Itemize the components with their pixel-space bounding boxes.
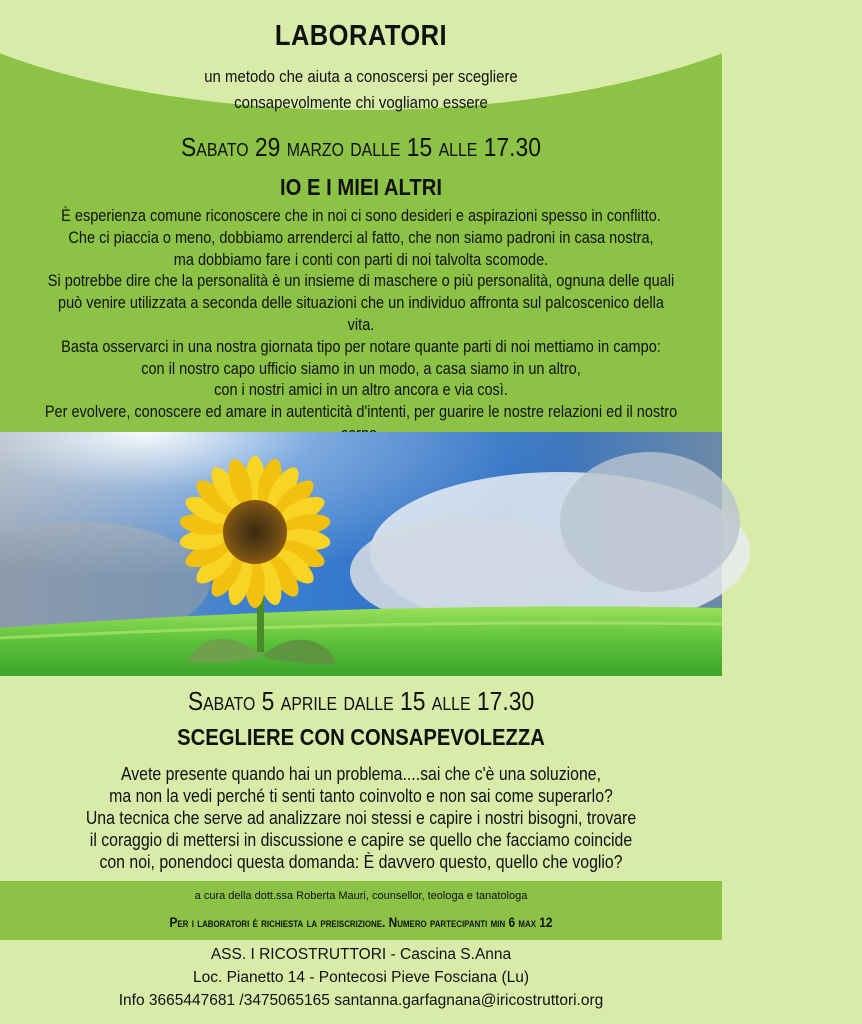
description-line: Avete presente quando hai un problema....sai che c'è una soluzione, (120, 764, 602, 784)
subtitle-line: un metodo che aiuta a conoscersi per scegliere (204, 67, 518, 86)
contact-footer (0, 940, 722, 1024)
flyer-title: LABORATORI (274, 20, 448, 52)
contact-line: Info 3665447681 /3475065165 santanna.garfagnana@iricostruttori.org (118, 992, 604, 1009)
registration-note: Per i laboratori è richiesta la preiscrizione. Numero partecipanti min 6 max 12 (169, 915, 553, 930)
flyer-subtitle (43, 64, 678, 116)
description-line: Si potrebbe dire che la personalità è un insieme di maschere o più personalità, ognuna delle quali (47, 272, 675, 291)
session2-description (43, 763, 678, 873)
description-line: il coraggio di mettersi in discussione e capire se quello che facciamo coincide (89, 830, 633, 850)
description-line: Una tecnica che serve ad analizzare noi stessi e capire i nostri bisogni, trovare (85, 808, 637, 828)
description-line: con i nostri amici in un altro ancora e via così. (214, 381, 508, 400)
session1-date: Sabato 29 marzo dalle 15 alle 17.30 (181, 132, 541, 162)
session2-date: Sabato 5 aprile dalle 15 alle 17.30 (187, 686, 535, 716)
info-band (0, 881, 722, 940)
description-line: ma non la vedi perché ti senti tanto coinvolto e non sai come superarlo? (109, 786, 613, 806)
session1-description (43, 206, 678, 468)
session1-title: IO E I MIEI ALTRI (280, 174, 442, 200)
sunflower-image (0, 432, 722, 676)
sunflower-landscape-picture (0, 432, 722, 676)
association-name: ASS. I RICOSTRUTTORI - Cascina S.Anna (210, 946, 512, 963)
description-line: Che ci piaccia o meno, dobbiamo arrenderci al fatto, che non siamo padroni in casa nostra, (68, 228, 654, 247)
description-line: con il nostro capo ufficio siamo in un modo, a casa siamo in un altro, (141, 359, 581, 378)
session2-section (0, 676, 722, 881)
description-line: può venire utilizzata a seconda delle situazioni che un individuo affronta sul palcoscenico della vita. (58, 294, 664, 334)
description-line: ma dobbiamo fare i conti con parti di noi talvolta scomode. (173, 250, 549, 269)
curator-credit: a cura della dott.ssa Roberta Mauri, counsellor, teologa e tanatologa (194, 890, 528, 902)
session2-title: SCEGLIERE CON CONSAPEVOLEZZA (177, 724, 545, 750)
description-line: con noi, ponendoci questa domanda: È davvero questo, quello che voglio? (99, 852, 623, 872)
description-line: Per evolvere, conoscere ed amare in autenticità d'intenti, per guarire le nostre relazioni ed il nostro (44, 403, 678, 422)
description-line: Basta osservarci in una nostra giornata tipo per notare quante parti di noi mettiamo in campo: (61, 337, 661, 356)
description-line: È esperienza comune riconoscere che in noi ci sono desideri e aspirazioni spesso in conflitto. (61, 207, 661, 225)
address-line: Loc. Pianetto 14 - Pontecosi Pieve Fosciana (Lu) (192, 969, 530, 986)
intro-section (0, 0, 722, 432)
subtitle-line: consapevolmente chi vogliamo essere (234, 93, 488, 112)
